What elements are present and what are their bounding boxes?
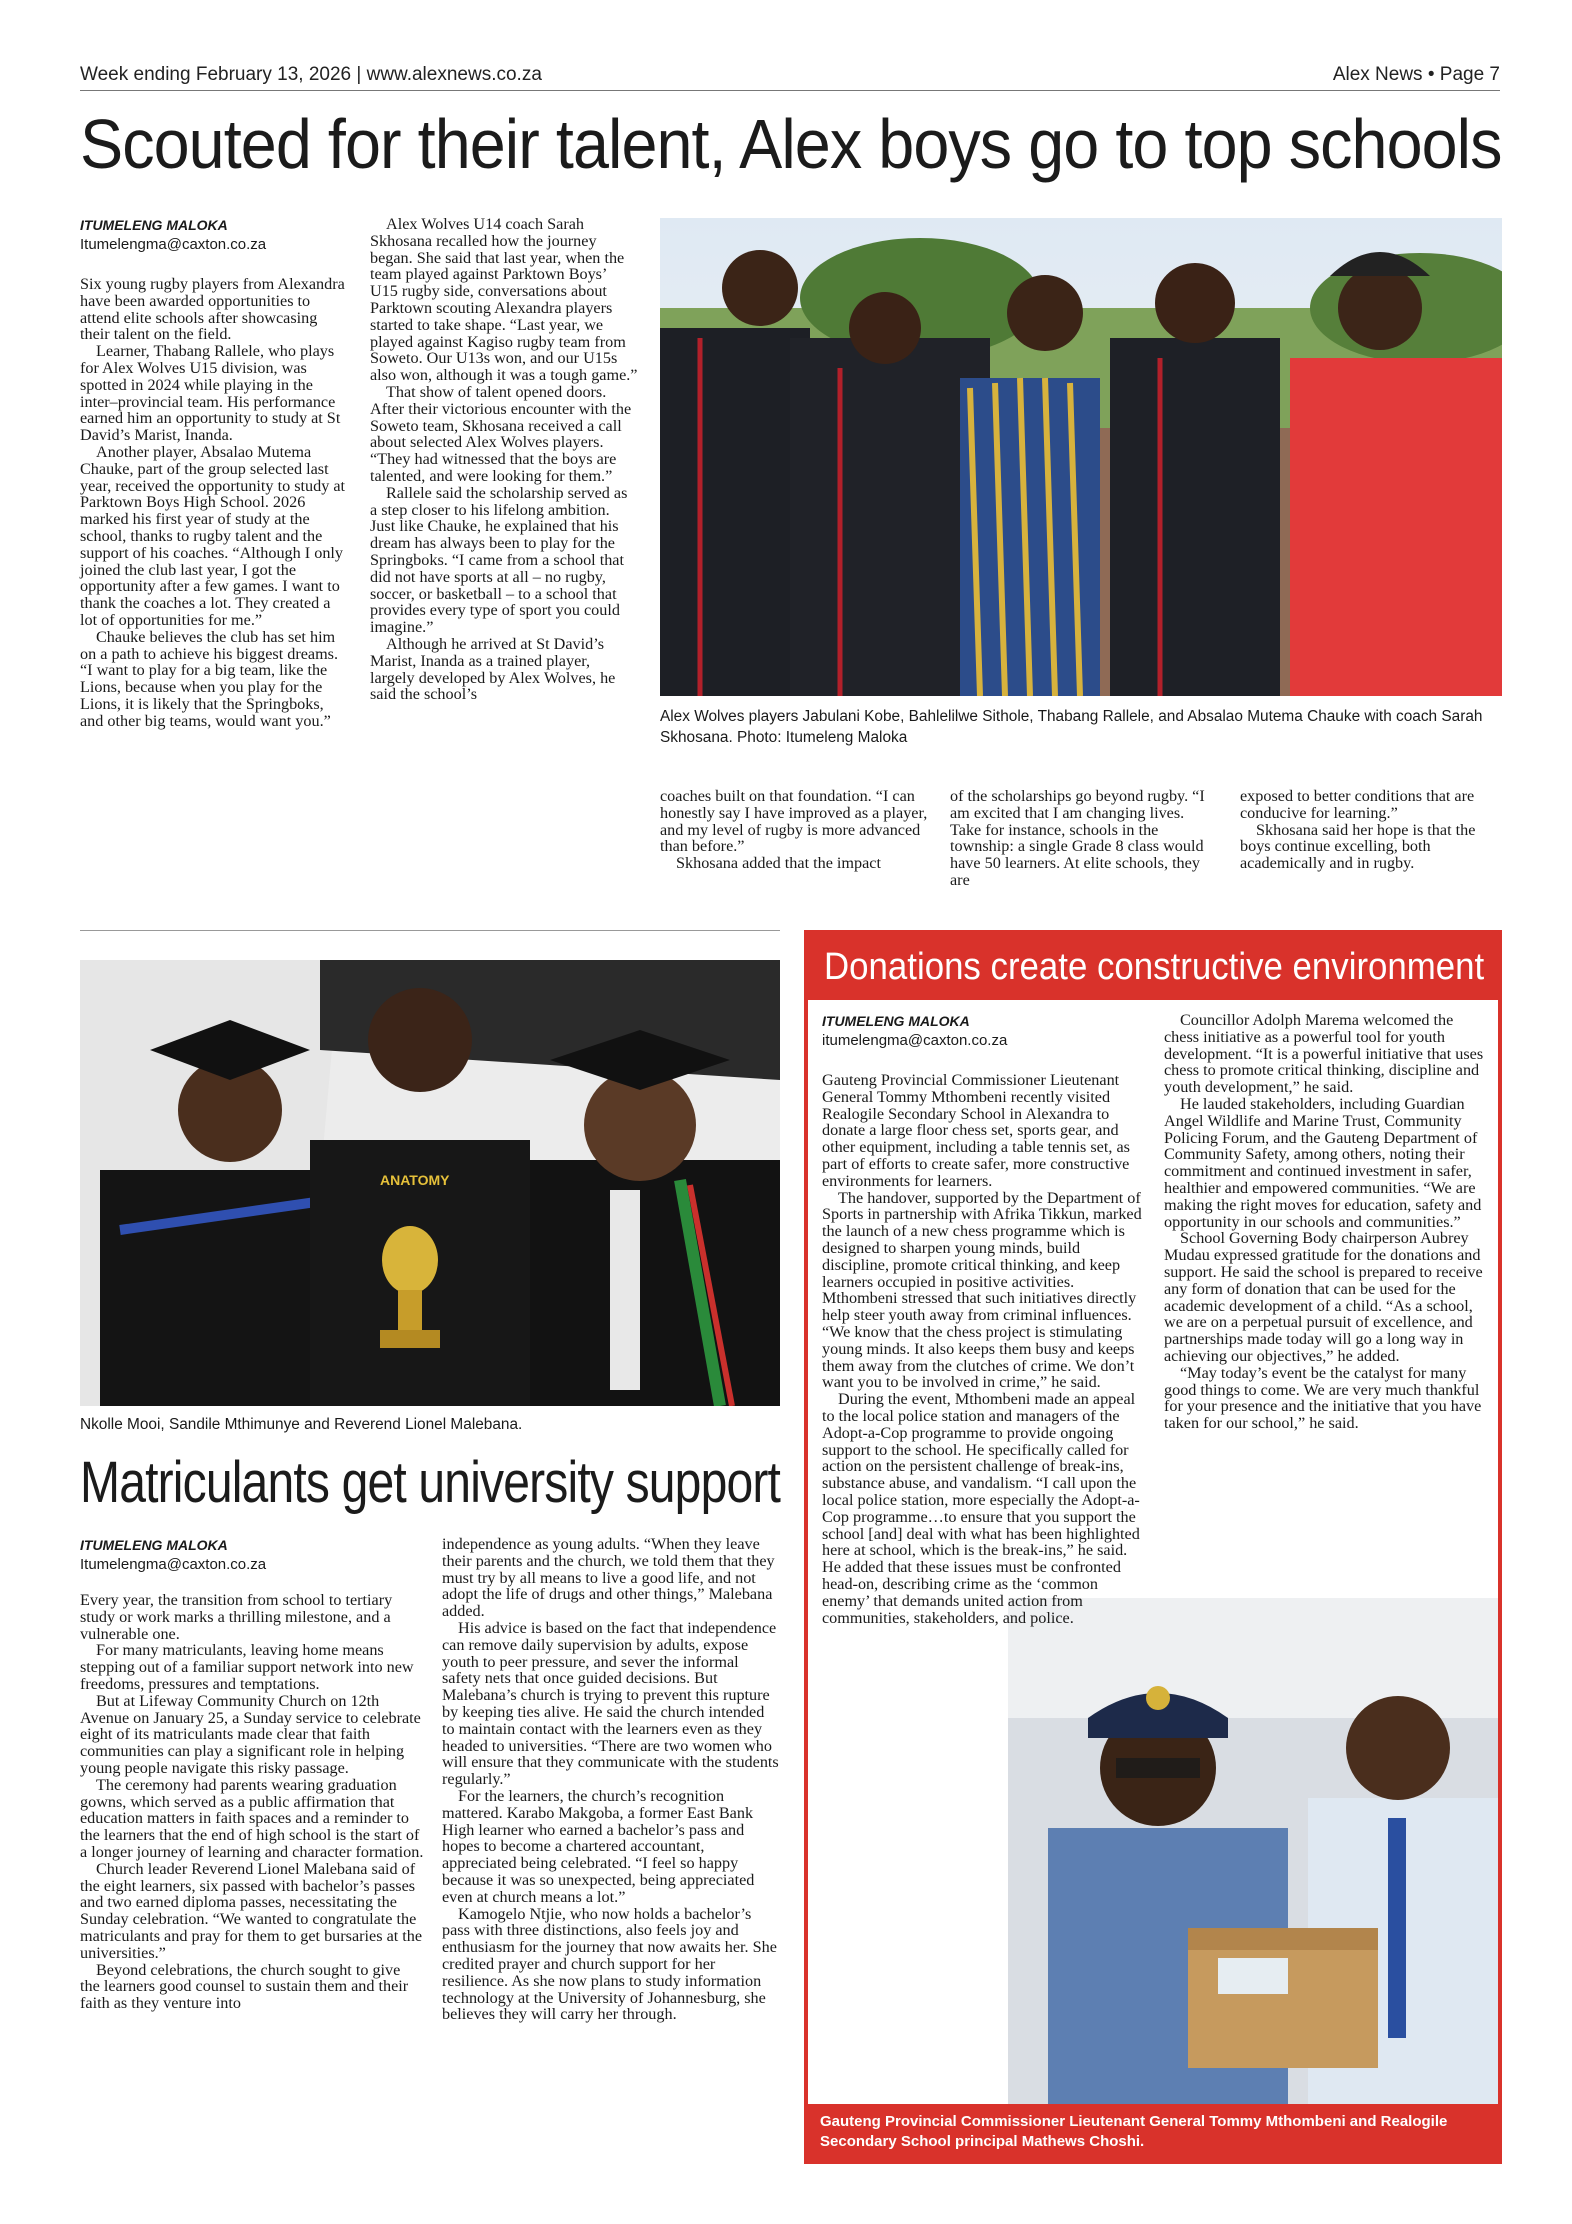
paragraph: For the learners, the church’s recognition mattered. Karabo Makgoba, a former East Bank High learner who earned a bachelor’s pass and hopes to become a chartered accountant, appreciated being celebrated. “I feel so happy because it was so unexpected, being appreciated even at church means a lot.” xyxy=(442,1786,755,1906)
byline-email: itumelengma@caxton.co.za xyxy=(822,1032,1008,1049)
paragraph: School Governing Body chairperson Aubrey Mudau expressed gratitude for the donations and support. He said the school is prepared to receive any form of donation that can be used for the academic development of a child. “As a school, we are on a perpetual pursuit of excellence, and partnerships made today will go a long way in achieving our objectives,” he added. xyxy=(1164,1229,1483,1365)
paragraph: Skhosana said her hope is that the boys continue excelling, both academically and in rugby. xyxy=(1240,820,1476,873)
article2-col1 xyxy=(80,1592,424,2012)
paragraph: For many matriculants, leaving home means stepping out of a familiar support network into new freedoms, pressures and temptations. xyxy=(80,1641,414,1693)
paragraph: Six young rugby players from Alexandra have been awarded opportunities to attend elite schools after showcasing their talent on the field. xyxy=(80,275,345,344)
donations-header xyxy=(808,934,1498,1000)
header-rule xyxy=(80,90,1500,91)
article3-photo-caption: Gauteng Provincial Commissioner Lieutenant General Tommy Mthombeni and Realogile Secondary School principal Mathews Choshi. xyxy=(808,2104,1498,2160)
article2-byline xyxy=(80,1536,266,1574)
paragraph: “May today’s event be the catalyst for many good things to come. We are very much thankful for your presence and the initiative that you have taken for our school,” he said. xyxy=(1164,1363,1482,1433)
paragraph: His advice is based on the fact that independence can remove daily supervision by adults, expose youth to peer pressure, and sever the informal safety nets that once guided decisions. But Malebana’s church is trying to prevent this rupture by keeping ties alive. He said the church intended to maintain contact with the learners even as they headed to universities. “There are two women who will ensure that they communicate with the students regularly.” xyxy=(442,1618,779,1789)
paragraph: Skhosana added that the impact xyxy=(676,854,881,873)
article1-col1 xyxy=(80,276,348,730)
paragraph: independence as young adults. “When they leave their parents and the church, we told them that they must try by all means to live a good life, and not adopt the life of drugs and other things,” Malebana added. xyxy=(442,1535,775,1621)
paragraph: Rallele said the scholarship served as a step closer to his lifelong ambition. Just like Chauke, he explained that his dream has always been to play for the Springboks. “I came from a school that did not have sports at all – no rugby, soccer, or basketball – to a school that provides every type of sport you could imagine.” xyxy=(370,483,628,637)
page-folio: Alex News • Page 7 xyxy=(1332,64,1500,85)
paragraph: Chauke believes the club has set him on a path to achieve his biggest dreams. “I want to play for a big team, like the Lions, because when you play for the Lions, it is likely that the Springboks, and other big teams, would want you.” xyxy=(80,627,339,730)
article1-photo-caption: Alex Wolves players Jabulani Kobe, Bahlelilwe Sithole, Thabang Rallele, and Absalao Mutema Chauke with coach Sarah Skhosana. Photo: Itumeleng Maloka xyxy=(660,708,1483,746)
paragraph: That show of talent opened doors. After their victorious encounter with the Soweto team, Skhosana received a call about selected Alex Wolves players. “They had witnessed that the boys are talented, and were looking for them.” xyxy=(370,382,632,485)
article2-headline: Matriculants get university support xyxy=(80,1450,781,1515)
article2-col2 xyxy=(442,1536,780,2023)
paragraph: Gauteng Provincial Commissioner Lieutenant General Tommy Mthombeni recently visited Realogile Secondary School in Alexandra to donate a large floor chess set, sports gear, and other equipment, including a table tennis set, as part of efforts to create safer, more constructive environments for learners. xyxy=(822,1071,1130,1190)
paragraph: of the scholarships go beyond rugby. “I am excited that I am changing lives. Take for instance, schools in the township: a single Grade 8 class would have 50 learners. At elite schools, they are xyxy=(950,787,1205,889)
byline-email: Itumelengma@caxton.co.za xyxy=(80,236,267,253)
paragraph: Church leader Reverend Lionel Malebana said of the eight learners, six passed with bachelor’s passes and two earned diploma passes, necessitating the Sunday celebration. “We wanted to congratulate the matriculants and pray for them to get bursaries at the universities.” xyxy=(80,1859,423,1962)
paragraph: Another player, Absalao Mutema Chauke, part of the group selected last year, received the opportunity to study at Parktown Boys High School. 2026 marked his first year of study at the school, thanks to rugby talent and the support of his coaches. “Although I only joined the club last year, I got the opportunity after a few games. I want to thank the coaches a lot. They created a lot of opportunities for me.” xyxy=(80,442,346,629)
paragraph: Although he arrived at St David’s Marist, Inanda as a trained player, largely developed by Alex Wolves, he said the school’s xyxy=(370,634,616,704)
paragraph: Alex Wolves U14 coach Sarah Skhosana recalled how the journey began. She said that last year, when the team played against Parktown Boys’ U15 rugby side, conversations about Parktown scouting Alexandra players started to take shape. “Last year, we played against Kagiso rugby team from Soweto. Our U13s won, and our U15s also won, although it was a tough game.” xyxy=(370,215,638,385)
page-dateline: Week ending February 13, 2026 | www.alexnews.co.za xyxy=(80,64,542,85)
section-divider xyxy=(80,930,780,931)
article3-byline xyxy=(822,1012,1007,1050)
article1-col4 xyxy=(950,788,1218,889)
paragraph: Every year, the transition from school to tertiary study or work marks a thrilling milestone, and a vulnerable one. xyxy=(80,1591,393,1643)
police-handover-photo xyxy=(1008,1598,1498,2108)
byline-name: ITUMELENG MALOKA xyxy=(80,217,228,233)
paragraph: But at Lifeway Community Church on 12th Avenue on January 25, a Sunday service to celebrate eight of its matriculants made clear that faith communities can play a significant role in helping young people navigate this risky passage. xyxy=(80,1691,421,1777)
article1-col5 xyxy=(1240,788,1502,872)
paragraph: The handover, supported by the Department of Sports in partnership with Afrika Tikkun, marked the launch of a new chess programme which is designed to sharpen young minds, build discipline, promote critical thinking, and keep learners occupied in positive activities. Mthombeni stressed that such initiatives directly help steer youth away from criminal influences. “We know that the chess project is stimulating young minds. It also keeps them busy and keeps them away from the clutches of crime. We don’t want you to be involved in crime,” he said. xyxy=(822,1188,1142,1392)
paragraph: Kamogelo Ntjie, who now holds a bachelor’s pass with three distinctions, also feels joy and enthusiasm for the journey that now awaits her. She credited prayer and church support for her resilience. As she now plans to study information technology at the University of Johannesburg, she believes they will carry her through. xyxy=(442,1904,777,2024)
article1-col3 xyxy=(660,788,928,872)
article3-col2 xyxy=(1164,1012,1492,1432)
paragraph: During the event, Mthombeni made an appeal to the local police station and managers of the Adopt-a-Cop programme to provide ongoing support to the school. He specifically called for action on the persistent challenge of break-ins, substance abuse, and vandalism. “I call upon the local police station, more especially the Adopt-a-Cop programme…to ensure that you support the school [and] deal with what has been highlighted here at school, which is the break-ins,” he said. He added that these issues must be confronted head-on, describing crime as the ‘common enemy’ that demands united action from communities, stakeholders, and police. xyxy=(822,1390,1140,1627)
article2-photo-caption: Nkolle Mooi, Sandile Mthimunye and Reverend Lionel Malebana. xyxy=(80,1416,523,1433)
byline-name: ITUMELENG MALOKA xyxy=(80,1537,228,1553)
paragraph: Learner, Thabang Rallele, who plays for Alex Wolves U15 division, was spotted in 2024 while playing in the inter–provincial team. His performance earned him an opportunity to study at St David’s Marist, Inanda. xyxy=(80,342,341,445)
paragraph: coaches built on that foundation. “I can honestly say I have improved as a player, and my level of rugby is more advanced than before.” xyxy=(660,787,928,856)
paragraph: exposed to better conditions that are conducive for learning.” xyxy=(1240,787,1475,822)
paragraph: The ceremony had parents wearing graduation gowns, which served as a public affirmation that education matters in faith spaces and a reminder to the learners that the end of high school is the start of a longer journey of learning and character formation. xyxy=(80,1775,424,1861)
article3-headline: Donations create constructive environment xyxy=(824,946,1485,988)
article1-byline xyxy=(80,216,266,254)
graduation-photo xyxy=(80,960,780,1406)
paragraph: He lauded stakeholders, including Guardian Angel Wildlife and Marine Trust, Community Policing Forum, and the Gauteng Department of Community Safety, among others, noting their commitment and continued investment in safer, healthier and empowered communities. “We are making the right moves for education, safety and opportunity in our schools and communities.” xyxy=(1164,1094,1482,1231)
article1-col2 xyxy=(370,216,638,703)
paragraph: Councillor Adolph Marema welcomed the chess initiative as a powerful tool for youth development. “It is a powerful initiative that uses chess to promote critical thinking, discipline and youth development,” he said. xyxy=(1164,1011,1484,1097)
rugby-players-photo xyxy=(660,218,1502,696)
article3-col1 xyxy=(822,1072,1148,1626)
shirt-text: ANATOMY xyxy=(380,1172,450,1188)
paragraph: Beyond celebrations, the church sought to give the learners good counsel to sustain them and their faith as they venture into xyxy=(80,1960,409,2013)
article1-headline: Scouted for their talent, Alex boys go to top schools xyxy=(80,105,1502,183)
byline-name: ITUMELENG MALOKA xyxy=(822,1013,970,1029)
donations-box xyxy=(804,930,1502,2164)
byline-email: Itumelengma@caxton.co.za xyxy=(80,1556,267,1573)
